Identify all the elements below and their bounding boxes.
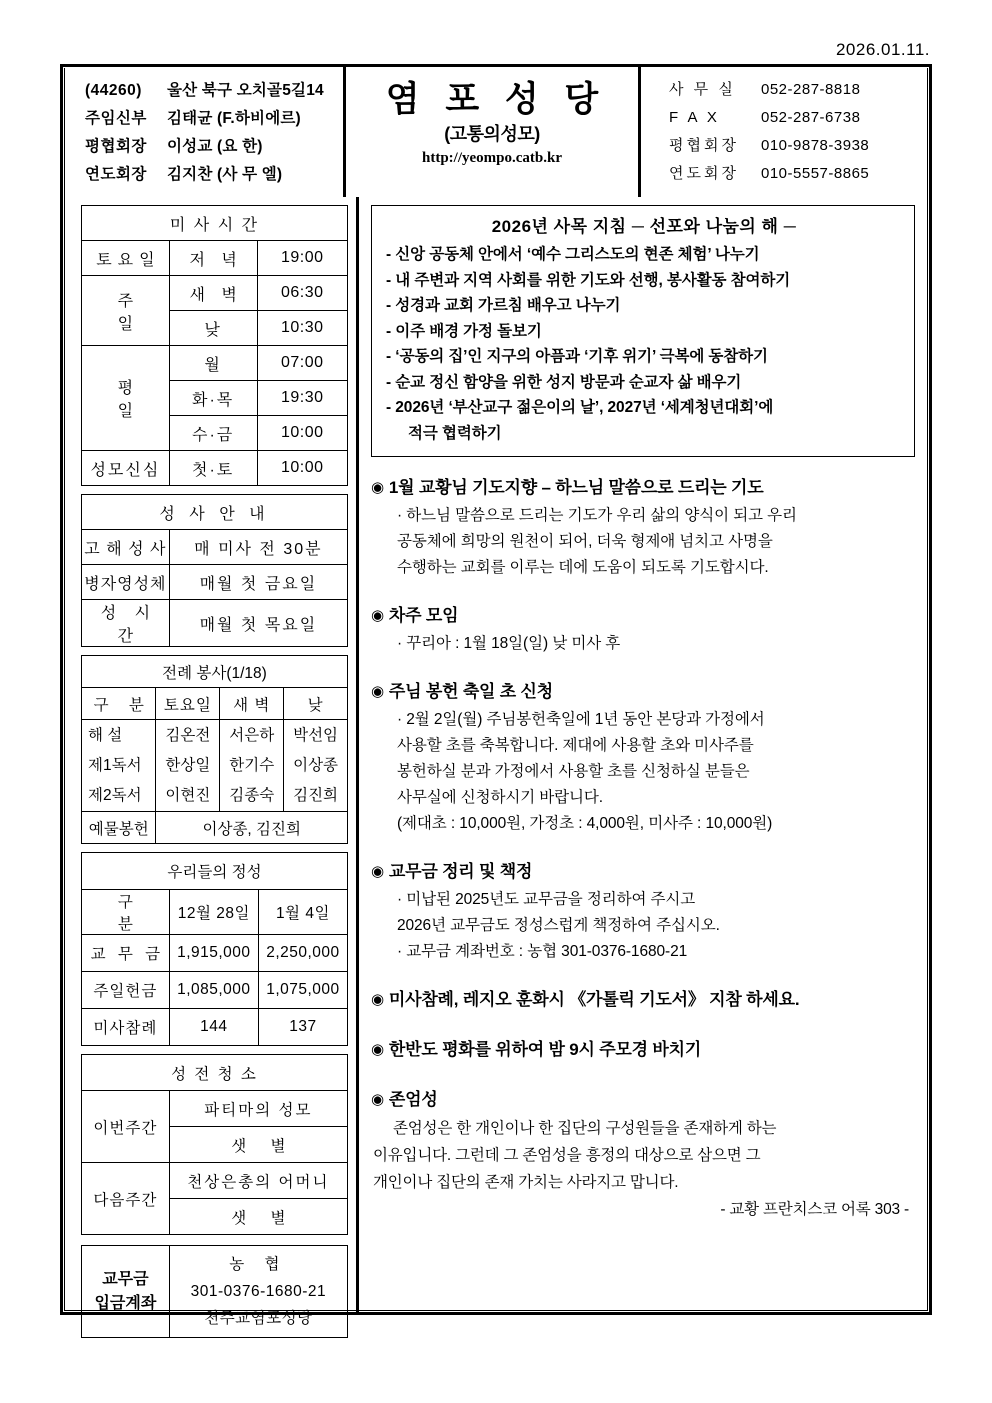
dues-account-value bbox=[169, 1246, 347, 1338]
mass-day: 주 일 bbox=[82, 276, 170, 346]
table-row bbox=[82, 1163, 348, 1199]
sunday-offering-2: 1,075,000 bbox=[258, 972, 347, 1009]
council-chair-name: 이성교 (요 한) bbox=[167, 138, 263, 155]
dignity-attribution: - 교황 프란치스코 어록 303 - bbox=[720, 1201, 909, 1218]
announcement-line: · 미납된 2025년도 교무금을 정리하여 주시고 bbox=[397, 891, 696, 908]
announcement-line: 공동체에 희망의 원천이 되어, 더욱 형제애 넘치고 사명을 bbox=[397, 533, 773, 550]
announcement-heading-text: 1월 교황님 기도지향 – 하느님 말씀으로 드리는 기도 bbox=[388, 478, 764, 497]
announcement-line: 2026년 교무금도 정성스럽게 책정하여 주십시오. bbox=[397, 917, 720, 934]
announcement-line: 봉헌하실 분과 가정에서 사용할 초를 신청하실 분들은 bbox=[397, 763, 750, 780]
offering-col-date2: 1월 4일 bbox=[258, 890, 347, 935]
table-title-row bbox=[82, 656, 348, 688]
announcement-line: 사용할 초를 축복합니다. 제대에 사용할 초와 미사주를 bbox=[397, 737, 754, 754]
announcement-heading bbox=[371, 677, 915, 707]
left-column bbox=[63, 197, 356, 1327]
liturgy-name: 서은하 bbox=[229, 726, 275, 744]
table-row bbox=[82, 1091, 348, 1127]
account-holder: 천주교염포성당 bbox=[204, 1310, 313, 1327]
dues-amount-1: 1,915,000 bbox=[169, 935, 258, 972]
holy-hour-value: 매월 첫 목요일 bbox=[169, 600, 347, 647]
offering-bearer-label: 예물봉헌 bbox=[82, 812, 156, 844]
liturgy-col-dawn: 새 벽 bbox=[220, 688, 284, 720]
guideline-item-text: 내 주변과 지역 사회를 위한 기도와 선행, 봉사활동 참여하기 bbox=[395, 271, 791, 289]
table-row bbox=[82, 241, 348, 276]
contact-row bbox=[641, 104, 929, 132]
mass-time: 10:00 bbox=[257, 416, 347, 451]
announcement-pope-intention bbox=[371, 473, 915, 581]
liturgy-noon-cell bbox=[284, 720, 348, 812]
announcement-heading-text: 한반도 평화를 위하여 밤 9시 주모경 바치기 bbox=[388, 1040, 702, 1059]
guideline-item-text-cont: 적극 협력하기 bbox=[408, 424, 502, 442]
dignity-paragraph bbox=[371, 1115, 915, 1223]
fax-label: F A X bbox=[669, 109, 720, 126]
church-title-block bbox=[346, 67, 641, 197]
announcement-line: · 2월 2일(월) 주님봉헌축일에 1년 동안 본당과 가정에서 bbox=[397, 711, 765, 728]
bullet-circle-icon: ◉ bbox=[371, 479, 384, 496]
liturgy-col-category: 구 분 bbox=[82, 688, 156, 720]
announcement-line-text: 하느님 말씀으로 드리는 기도가 우리 삶의 양식이 되고 우리 bbox=[406, 507, 797, 524]
dues-account-label bbox=[82, 1246, 170, 1338]
liturgy-service-title: 전례 봉사(1/18) bbox=[82, 656, 348, 688]
bullet-circle-icon: ◉ bbox=[371, 683, 384, 700]
liturgy-name: 이현진 bbox=[165, 786, 211, 804]
funeral-chair-name: 김지찬 (사 무 엘) bbox=[167, 166, 283, 183]
dues-label: 교 무 금 bbox=[82, 935, 170, 972]
mass-day: 성모신심 bbox=[82, 451, 170, 486]
announcement-line: 사무실에 신청하시기 바랍니다. bbox=[397, 789, 603, 806]
spacer bbox=[371, 587, 915, 601]
funeral-chair-contact-label: 연도회장 bbox=[669, 165, 739, 182]
table-row bbox=[82, 600, 348, 647]
parish-address: 울산 북구 오치골5길14 bbox=[167, 82, 324, 99]
mass-time: 19:00 bbox=[257, 241, 347, 276]
mass-time-label: 저 녁 bbox=[169, 241, 257, 276]
liturgy-name: 김진희 bbox=[293, 786, 339, 804]
mass-time-label: 수·금 bbox=[169, 416, 257, 451]
guideline-item: - 신앙 공동체 안에서 ‘예수 그리스도의 현존 체험’ 나누기 bbox=[386, 246, 760, 263]
announcement-heading bbox=[371, 1085, 915, 1115]
liturgy-col-saturday: 토요일 bbox=[156, 688, 220, 720]
liturgy-saturday-cell bbox=[156, 720, 220, 812]
table-header-row bbox=[82, 688, 348, 720]
guideline-item-text: 2026년 ‘부산교구 젊은이의 날’, 2027년 ‘세계청년대회’에 bbox=[395, 399, 774, 416]
announcement-line-text: 2월 2일(월) 주님봉헌축일에 1년 동안 본당과 가정에서 bbox=[406, 711, 765, 728]
liturgy-service-table bbox=[81, 655, 348, 844]
announcement-body bbox=[371, 707, 915, 837]
offering-col-category: 구 분 bbox=[82, 890, 170, 935]
funeral-chair-label: 연도회장 bbox=[85, 166, 147, 183]
mass-time: 07:00 bbox=[257, 346, 347, 381]
next-week-group-1: 천상은총의 어머니 bbox=[169, 1163, 347, 1199]
parish-info-row bbox=[63, 77, 343, 105]
guideline-item-text: 순교 정신 함양을 위한 성지 방문과 순교자 삶 배우기 bbox=[395, 373, 742, 391]
bank-name: 농 협 bbox=[229, 1256, 288, 1273]
liturgy-name: 김온전 bbox=[165, 726, 211, 744]
holy-hour-label: 성 시 간 bbox=[82, 600, 170, 647]
bullet-circle-icon: ◉ bbox=[371, 607, 384, 624]
announcement-dignity bbox=[371, 1085, 915, 1223]
liturgy-name: 김종숙 bbox=[229, 786, 275, 804]
bank-account-number: 301-0376-1680-21 bbox=[190, 1283, 327, 1300]
announcement-heading bbox=[371, 473, 915, 503]
bullet-circle-icon: ◉ bbox=[371, 1041, 384, 1058]
liturgy-role: 제2독서 bbox=[88, 786, 142, 804]
announcement-heading-text: 미사참례, 레지오 훈화시 《가톨릭 기도서》 지참 하세요. bbox=[388, 990, 800, 1009]
next-week-group-2: 샛 별 bbox=[169, 1199, 347, 1235]
announcement-body bbox=[371, 631, 915, 657]
table-row bbox=[82, 812, 348, 844]
council-chair-phone: 010-9878-3938 bbox=[761, 137, 870, 154]
announcement-heading-text: 존엄성 bbox=[388, 1090, 438, 1109]
sick-communion-value: 매월 첫 금요일 bbox=[169, 565, 347, 600]
mass-schedule-table bbox=[81, 205, 348, 486]
mass-time: 19:30 bbox=[257, 381, 347, 416]
pastor-label: 주임신부 bbox=[85, 110, 147, 127]
spacer bbox=[371, 971, 915, 985]
dues-account-table bbox=[81, 1245, 348, 1338]
bulletin-date: 2026.01.11. bbox=[835, 40, 930, 59]
dues-account-label-line2: 입금계좌 bbox=[94, 1294, 157, 1312]
this-week-label: 이번주간 bbox=[82, 1091, 170, 1163]
announcement-heading-text: 교무금 정리 및 책정 bbox=[388, 862, 533, 881]
table-title-row bbox=[82, 495, 348, 530]
mass-time: 10:30 bbox=[257, 311, 347, 346]
pastor-name: 김태균 (F.하비에르) bbox=[167, 110, 301, 127]
announcement-line: · 하느님 말씀으로 드리는 기도가 우리 삶의 양식이 되고 우리 bbox=[397, 507, 797, 524]
announcement-heading-text: 주님 봉헌 축일 초 신청 bbox=[388, 682, 553, 701]
announcement-candle-application bbox=[371, 677, 915, 837]
this-week-group-1: 파티마의 성모 bbox=[169, 1091, 347, 1127]
offering-bearer-names: 이상종, 김진희 bbox=[156, 812, 348, 844]
sunday-offering-label: 주일헌금 bbox=[82, 972, 170, 1009]
attendance-2: 137 bbox=[258, 1009, 347, 1046]
sunday-offering-1: 1,085,000 bbox=[169, 972, 258, 1009]
table-row bbox=[82, 276, 348, 311]
guideline-item: - 2026년 ‘부산교구 젊은이의 날’, 2027년 ‘세계청년대회’에 적극 협력하기 bbox=[384, 395, 904, 446]
table-title-row bbox=[82, 206, 348, 241]
bullet-circle-icon: ◉ bbox=[371, 991, 384, 1008]
guideline-item: - 이주 배경 가정 돌보기 bbox=[386, 322, 542, 340]
table-row bbox=[82, 935, 348, 972]
sacrament-table bbox=[81, 494, 348, 647]
parish-info-row bbox=[63, 161, 343, 189]
offering-col-date1: 12월 28일 bbox=[169, 890, 258, 935]
contact-row bbox=[641, 160, 929, 188]
mass-time-label: 첫·토 bbox=[169, 451, 257, 486]
mass-time: 06:30 bbox=[257, 276, 347, 311]
announcement-heading bbox=[371, 1035, 915, 1065]
sick-communion-label: 병자영성체 bbox=[82, 565, 170, 600]
dues-account-label-line1: 교무금 bbox=[102, 1270, 149, 1288]
announcement-body bbox=[371, 503, 915, 581]
table-row bbox=[82, 451, 348, 486]
mass-time-label: 새 벽 bbox=[169, 276, 257, 311]
mass-schedule-title: 미 사 시 간 bbox=[82, 206, 348, 241]
guideline-item: - 순교 정신 함양을 위한 성지 방문과 순교자 삶 배우기 bbox=[386, 373, 742, 391]
spacer bbox=[371, 1021, 915, 1035]
this-week-group-2: 샛 별 bbox=[169, 1127, 347, 1163]
contact-row bbox=[641, 132, 929, 160]
mass-time-label: 월 bbox=[169, 346, 257, 381]
dignity-line: 존엄성은 한 개인이나 한 집단의 구성원들을 존재하게 하는 bbox=[393, 1120, 777, 1137]
mass-time-label: 낮 bbox=[169, 311, 257, 346]
church-subtitle: (고통의성모) bbox=[444, 124, 540, 144]
parish-postcode-label: (44260) bbox=[85, 82, 142, 99]
table-row bbox=[82, 1009, 348, 1046]
announcement-line: 수행하는 교회를 이루는 데에 도움이 되도록 기도합시다. bbox=[397, 559, 769, 576]
announcement-meeting bbox=[371, 601, 915, 657]
attendance-label: 미사참례 bbox=[82, 1009, 170, 1046]
guideline-item-text: ‘공동의 집’인 지구의 아픔과 ‘기후 위기’ 극복에 동참하기 bbox=[395, 348, 768, 365]
cleaning-schedule-table bbox=[81, 1054, 348, 1235]
announcement-heading bbox=[371, 985, 915, 1015]
table-row bbox=[82, 530, 348, 565]
liturgy-col-noon: 낮 bbox=[284, 688, 348, 720]
table-title-row bbox=[82, 1055, 348, 1091]
office-phone: 052-287-8818 bbox=[761, 81, 861, 98]
bulletin-header bbox=[63, 67, 929, 197]
table-row bbox=[82, 972, 348, 1009]
announcement-peace-prayer bbox=[371, 1035, 915, 1065]
table-row bbox=[82, 565, 348, 600]
guideline-item: - 성경과 교회 가르침 배우고 나누기 bbox=[386, 297, 621, 314]
announcement-heading bbox=[371, 857, 915, 887]
table-row bbox=[82, 720, 348, 812]
mass-day: 평 일 bbox=[82, 346, 170, 451]
liturgy-dawn-cell bbox=[220, 720, 284, 812]
guideline-item-text: 이주 배경 가정 돌보기 bbox=[395, 322, 542, 340]
parish-info-row bbox=[63, 133, 343, 161]
attendance-1: 144 bbox=[169, 1009, 258, 1046]
church-name: 염 포 성 당 bbox=[385, 80, 607, 119]
contact-row bbox=[641, 76, 929, 104]
announcement-heading-text: 차주 모임 bbox=[388, 606, 459, 625]
cleaning-schedule-title: 성 전 청 소 bbox=[82, 1055, 348, 1091]
guideline-item-text: 성경과 교회 가르침 배우고 나누기 bbox=[395, 297, 621, 314]
announcement-prayerbook bbox=[371, 985, 915, 1015]
right-column bbox=[356, 197, 929, 1314]
mass-day: 토요일 bbox=[82, 241, 170, 276]
liturgy-role: 해 설 bbox=[88, 726, 123, 744]
offering-summary-table bbox=[81, 852, 348, 1046]
announcement-line: (제대초 : 10,000원, 가정초 : 4,000원, 미사주 : 10,000원) bbox=[397, 815, 773, 832]
liturgy-name: 한기수 bbox=[229, 756, 275, 774]
dignity-line: 이유입니다. 그런데 그 존엄성을 흥정의 대상으로 삼으면 그 bbox=[373, 1147, 761, 1164]
table-title-row bbox=[82, 853, 348, 890]
council-chair-label: 평협회장 bbox=[85, 138, 147, 155]
table-row bbox=[82, 346, 348, 381]
bullet-circle-icon: ◉ bbox=[371, 1091, 384, 1108]
mass-time: 10:00 bbox=[257, 451, 347, 486]
confession-label: 고 해 성 사 bbox=[82, 530, 170, 565]
sacrament-title: 성 사 안 내 bbox=[82, 495, 348, 530]
mass-time-label: 화·목 bbox=[169, 381, 257, 416]
next-week-label: 다음주간 bbox=[82, 1163, 170, 1235]
table-header-row bbox=[82, 890, 348, 935]
parish-info-row bbox=[63, 105, 343, 133]
spacer bbox=[371, 1071, 915, 1085]
offering-summary-title: 우리들의 정성 bbox=[82, 853, 348, 890]
bullet-circle-icon: ◉ bbox=[371, 863, 384, 880]
announcement-line-text: 미납된 2025년도 교무금을 정리하여 주시고 bbox=[406, 891, 696, 908]
church-website-link[interactable]: http://yeompo.catb.kr bbox=[422, 150, 562, 166]
liturgy-role: 제1독서 bbox=[88, 756, 142, 774]
table-row bbox=[82, 1246, 348, 1338]
bulletin-body bbox=[63, 197, 929, 1327]
pastoral-guideline-box bbox=[371, 205, 915, 457]
announcement-line-text: 꾸리아 : 1월 18일(일) 낮 미사 후 bbox=[406, 635, 621, 652]
guideline-item: - 내 주변과 지역 사회를 위한 기도와 선행, 봉사활동 참여하기 bbox=[386, 271, 791, 289]
parish-info-block bbox=[63, 67, 346, 197]
announcement-line: · 꾸리아 : 1월 18일(일) 낮 미사 후 bbox=[397, 635, 621, 652]
announcement-line: · 교무금 계좌번호 : 농협 301-0376-1680-21 bbox=[397, 943, 688, 960]
guideline-item-text: 신앙 공동체 안에서 ‘예수 그리스도의 현존 체험’ 나누기 bbox=[395, 246, 760, 263]
dues-amount-2: 2,250,000 bbox=[258, 935, 347, 972]
announcement-heading bbox=[371, 601, 915, 631]
council-chair-contact-label: 평협회장 bbox=[669, 137, 739, 154]
spacer bbox=[371, 663, 915, 677]
confession-value: 매 미사 전 30분 bbox=[169, 530, 347, 565]
spacer bbox=[371, 843, 915, 857]
guideline-item: - ‘공동의 집’인 지구의 아픔과 ‘기후 위기’ 극복에 동참하기 bbox=[386, 348, 768, 365]
contact-info-block bbox=[641, 67, 929, 197]
liturgy-name: 이상종 bbox=[293, 756, 339, 774]
fax-number: 052-287-6738 bbox=[761, 109, 861, 126]
pastoral-guideline-title: 2026년 사목 지침 ─ 선포와 나눔의 해 ─ bbox=[491, 217, 797, 236]
liturgy-roles-cell bbox=[82, 720, 156, 812]
announcement-line-text: 교무금 계좌번호 : 농협 301-0376-1680-21 bbox=[406, 943, 688, 960]
liturgy-name: 한상일 bbox=[165, 756, 211, 774]
dignity-line: 개인이나 집단의 존재 가치는 사라지고 맙니다. bbox=[373, 1174, 679, 1191]
liturgy-name: 박선임 bbox=[293, 726, 339, 744]
office-label: 사 무 실 bbox=[669, 81, 736, 98]
announcement-dues bbox=[371, 857, 915, 965]
announcement-body bbox=[371, 887, 915, 965]
funeral-chair-phone: 010-5557-8865 bbox=[761, 165, 870, 182]
